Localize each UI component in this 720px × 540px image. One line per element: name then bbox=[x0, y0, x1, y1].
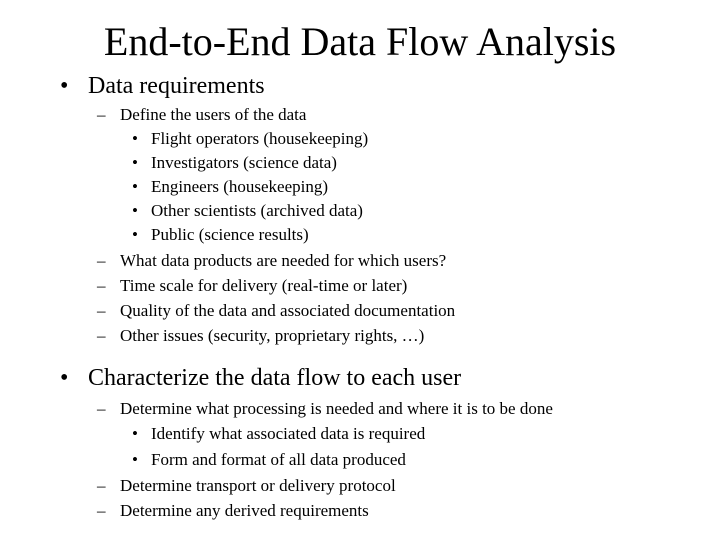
sub-list-item-text: Engineers (housekeeping) bbox=[151, 177, 329, 196]
dash-marker: – bbox=[97, 276, 106, 295]
sub-list-item-text: Form and format of all data produced bbox=[151, 450, 406, 469]
sub-list-item bbox=[132, 224, 692, 246]
sub-list-item-text: Public (science results) bbox=[151, 225, 309, 244]
section-heading: Data requirements bbox=[88, 73, 265, 99]
list-item-text: Quality of the data and associated documentation bbox=[120, 301, 456, 320]
list-item-text: Determine what processing is needed and where it is to be done bbox=[120, 399, 553, 418]
sub-list-item-text: Identify what associated data is required bbox=[151, 424, 426, 443]
list-item bbox=[97, 104, 697, 126]
bullet-marker: • bbox=[60, 365, 69, 391]
section-heading: Characterize the data flow to each user bbox=[88, 365, 462, 391]
bullet-marker: • bbox=[132, 129, 138, 148]
section-bullet-characterize-data-flow bbox=[60, 364, 700, 392]
list-item-text: Determine any derived requirements bbox=[120, 501, 369, 520]
list-item-text: Define the users of the data bbox=[120, 105, 307, 124]
slide-title: End-to-End Data Flow Analysis bbox=[103, 19, 617, 64]
sub-list-item bbox=[132, 423, 692, 445]
list-item-text: Other issues (security, proprietary rights, …) bbox=[120, 326, 425, 345]
dash-marker: – bbox=[97, 476, 106, 495]
sub-list-item bbox=[132, 152, 692, 174]
dash-marker: – bbox=[97, 399, 106, 418]
sub-list-item bbox=[132, 128, 692, 150]
sub-list-item-text: Flight operators (housekeeping) bbox=[151, 129, 369, 148]
dash-marker: – bbox=[97, 251, 106, 270]
sub-list-item-text: Investigators (science data) bbox=[151, 153, 337, 172]
list-item-text: Time scale for delivery (real-time or later) bbox=[120, 276, 408, 295]
bullet-marker: • bbox=[132, 424, 138, 443]
list-item-text: Determine transport or delivery protocol bbox=[120, 476, 396, 495]
list-item bbox=[97, 300, 697, 322]
bullet-marker: • bbox=[132, 201, 138, 220]
list-item bbox=[97, 250, 697, 272]
section-bullet-data-requirements bbox=[60, 72, 700, 100]
bullet-marker: • bbox=[60, 73, 69, 99]
bullet-marker: • bbox=[132, 450, 138, 469]
bullet-marker: • bbox=[132, 153, 138, 172]
list-item-text: What data products are needed for which users? bbox=[120, 251, 447, 270]
dash-marker: – bbox=[97, 501, 106, 520]
bullet-marker: • bbox=[132, 225, 138, 244]
list-item bbox=[97, 325, 697, 347]
list-item bbox=[97, 500, 697, 522]
sub-list-item bbox=[132, 176, 692, 198]
sub-list-item-text: Other scientists (archived data) bbox=[151, 201, 363, 220]
bullet-marker: • bbox=[132, 177, 138, 196]
list-item bbox=[97, 398, 707, 420]
list-item bbox=[97, 275, 697, 297]
list-item bbox=[97, 475, 697, 497]
dash-marker: – bbox=[97, 326, 106, 345]
sub-list-item bbox=[132, 200, 692, 222]
dash-marker: – bbox=[97, 105, 106, 124]
dash-marker: – bbox=[97, 301, 106, 320]
sub-list-item bbox=[132, 449, 692, 471]
